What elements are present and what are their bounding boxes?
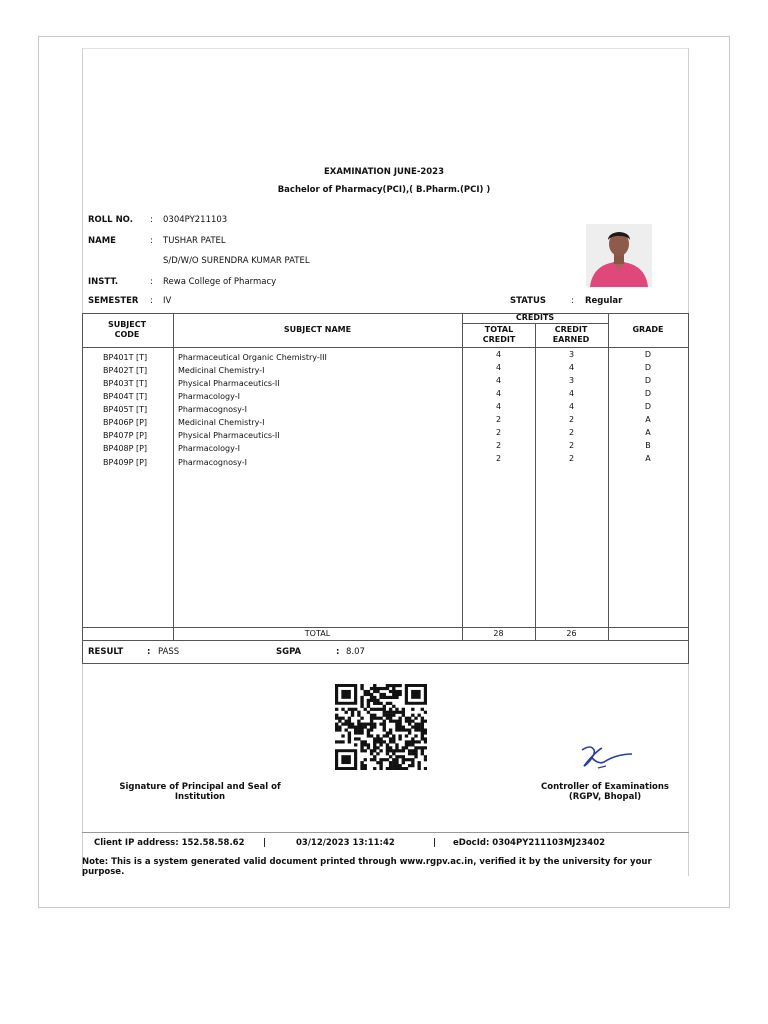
- row-3-grade: D: [644, 376, 652, 385]
- header-total-credit: TOTAL CREDIT: [482, 325, 516, 344]
- result-label: RESULT: [88, 647, 124, 657]
- roll-value: 0304PY211103: [163, 215, 228, 225]
- status-colon: :: [571, 296, 574, 306]
- row-7-earned: 2: [568, 428, 575, 437]
- principal-signature-label: [110, 782, 290, 802]
- parent-value: S/D/W/O SURENDRA KUMAR PATEL: [163, 256, 310, 266]
- row-7-grade: A: [645, 428, 651, 437]
- footer-separator-1: |: [263, 838, 267, 848]
- row-4-earned: 4: [568, 389, 575, 398]
- sgpa-colon: :: [336, 647, 340, 657]
- row-6-code: BP406P [P]: [103, 418, 148, 427]
- sgpa-label: SGPA: [276, 647, 302, 657]
- result-colon: :: [147, 647, 151, 657]
- row-6-earned: 2: [568, 415, 575, 424]
- total-earned: 26: [566, 629, 577, 638]
- system-note: Note: This is a system generated valid document printed through www.rgpv.ac.in, verified it by the university for your purpose.: [82, 857, 652, 877]
- semester-value: IV: [163, 296, 172, 306]
- roll-colon: :: [150, 215, 153, 225]
- name-value: TUSHAR PATEL: [163, 236, 226, 246]
- row-9-earned: 2: [568, 454, 575, 463]
- roll-label: ROLL NO.: [88, 215, 133, 225]
- row-7-code: BP407P [P]: [103, 431, 148, 440]
- row-2-code: BP402T [T]: [103, 366, 148, 375]
- row-3-name: Physical Pharmaceutics-II: [178, 379, 280, 388]
- controller-line-1: Controller of Examinations: [541, 782, 669, 792]
- row-9-grade: A: [645, 454, 651, 463]
- row-8-total: 2: [495, 441, 502, 450]
- footer-separator-2: |: [433, 838, 437, 848]
- row-6-name: Medicinal Chemistry-I: [178, 418, 265, 427]
- status-value: Regular: [585, 296, 623, 306]
- controller-line-2: (RGPV, Bhopal): [568, 792, 642, 802]
- instt-label: INSTT.: [88, 277, 119, 287]
- semester-label: SEMESTER: [88, 296, 139, 306]
- row-1-total: 4: [495, 350, 502, 359]
- semester-colon: :: [150, 296, 153, 306]
- header-credit-earned: CREDIT EARNED: [552, 325, 590, 344]
- total-label: TOTAL: [304, 629, 331, 638]
- row-1-earned: 3: [568, 350, 575, 359]
- table-left-border: [82, 313, 83, 663]
- header-credits: CREDITS: [515, 313, 555, 322]
- instt-colon: :: [150, 277, 153, 287]
- row-4-total: 4: [495, 389, 502, 398]
- row-1-name: Pharmaceutical Organic Chemistry-III: [178, 353, 327, 362]
- status-label: STATUS: [510, 296, 547, 306]
- header-subject-name: SUBJECT NAME: [283, 325, 352, 334]
- row-6-total: 2: [495, 415, 502, 424]
- row-3-earned: 3: [568, 376, 575, 385]
- row-8-earned: 2: [568, 441, 575, 450]
- row-7-name: Physical Pharmaceutics-II: [178, 431, 280, 440]
- controller-signature: [576, 740, 636, 772]
- result-bottom: [82, 663, 689, 664]
- row-4-name: Pharmacology-I: [178, 392, 240, 401]
- row-8-grade: B: [645, 441, 651, 450]
- principal-line-1: Signature of Principal and Seal of: [119, 782, 281, 792]
- qr-code: [335, 684, 427, 770]
- row-3-total: 4: [495, 376, 502, 385]
- row-7-total: 2: [495, 428, 502, 437]
- name-label: NAME: [88, 236, 116, 246]
- row-8-name: Pharmacology-I: [178, 444, 240, 453]
- row-9-total: 2: [495, 454, 502, 463]
- row-5-name: Pharmacognosy-I: [178, 405, 247, 414]
- result-value: PASS: [158, 647, 180, 657]
- row-5-earned: 4: [568, 402, 575, 411]
- principal-line-2: Institution: [174, 792, 226, 802]
- row-9-name: Pharmacognosy-I: [178, 458, 247, 467]
- row-9-code: BP409P [P]: [103, 458, 148, 467]
- row-2-total: 4: [495, 363, 502, 372]
- table-total-bottom: [82, 640, 689, 641]
- controller-signature-label: [520, 782, 690, 802]
- edoc-id: eDocId: 0304PY211103MJ23402: [453, 838, 606, 848]
- row-2-name: Medicinal Chemistry-I: [178, 366, 265, 375]
- footer-divider: [82, 832, 689, 833]
- row-5-total: 4: [495, 402, 502, 411]
- instt-value: Rewa College of Pharmacy: [163, 277, 277, 287]
- row-6-grade: A: [645, 415, 651, 424]
- name-colon: :: [150, 236, 153, 246]
- row-4-code: BP404T [T]: [103, 392, 148, 401]
- header-grade: GRADE: [632, 325, 664, 334]
- row-1-grade: D: [644, 350, 652, 359]
- row-2-earned: 4: [568, 363, 575, 372]
- header-subject-code: SUBJECT CODE: [107, 320, 147, 339]
- exam-title: EXAMINATION JUNE-2023: [323, 167, 445, 177]
- row-1-code: BP401T [T]: [103, 353, 148, 362]
- col-divider-1: [173, 313, 174, 640]
- row-5-grade: D: [644, 402, 652, 411]
- row-8-code: BP408P [P]: [103, 444, 148, 453]
- student-photo: [586, 224, 652, 287]
- client-ip: Client IP address: 152.58.58.62: [94, 838, 245, 848]
- program-title: Bachelor of Pharmacy(PCI),( B.Pharm.(PCI) ): [277, 185, 491, 195]
- row-5-code: BP405T [T]: [103, 405, 148, 414]
- row-4-grade: D: [644, 389, 652, 398]
- sgpa-value: 8.07: [346, 647, 365, 657]
- row-2-grade: D: [644, 363, 652, 372]
- print-datetime: 03/12/2023 13:11:42: [296, 838, 395, 848]
- row-3-code: BP403T [T]: [103, 379, 148, 388]
- total-credit: 28: [493, 629, 504, 638]
- table-right-border: [688, 313, 689, 663]
